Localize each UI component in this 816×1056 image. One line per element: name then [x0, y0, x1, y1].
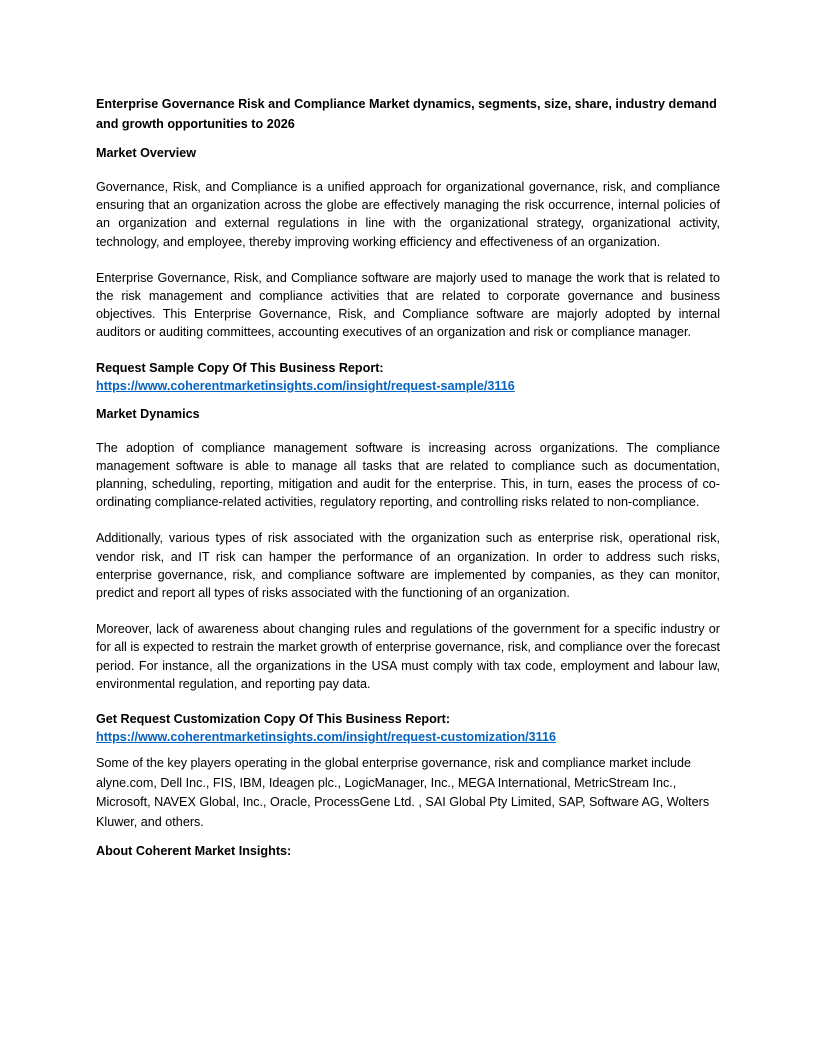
request-sample-link[interactable]: https://www.coherentmarketinsights.com/insight/request-sample/3116	[96, 378, 515, 393]
document-page	[96, 94, 720, 860]
about-heading: About Coherent Market Insights:	[96, 844, 292, 859]
request-customization-link[interactable]: https://www.coherentmarketinsights.com/insight/request-customization/3116	[96, 730, 556, 745]
dynamics-paragraph-2: Additionally, various types of risk associated with the organization such as enterprise risk, operational risk, vendor risk, and IT risk can hamper the performance of an organization. In order to address such risks, enterprise governance, risk, and compliance software are implemented by companies, as they can monitor, predict and report all types of risks associated with the functioning of an organization.	[96, 531, 720, 601]
request-sample-label: Request Sample Copy Of This Business Report:	[96, 360, 384, 375]
dynamics-paragraph-1: The adoption of compliance management software is increasing across organizations. The compliance management software is able to manage all tasks that are related to compliance such as documentation, planning, scheduling, reporting, mitigation and audit for the enterprise. This, in turn, eases the process of co-ordinating compliance-related activities, regulatory reporting, and controlling risks related to non-compliance.	[96, 440, 720, 510]
dynamics-paragraph-3: Moreover, lack of awareness about changing rules and regulations of the government for a specific industry or for all is expected to restrain the market growth of enterprise governance, risk, and compliance over the forecast period. For instance, all the organizations in the USA must comply with tax code, employment and labour law, environmental regulation, and reporting pay data.	[96, 622, 720, 691]
request-customization-label: Get Request Customization Copy Of This Business Report:	[96, 712, 451, 727]
overview-paragraph-1: Governance, Risk, and Compliance is a unified approach for organizational governance, risk, and compliance ensuring that an organization across the globe are effectively managing the risk occurrence, internal policies of an organization and external regulations in line with the organizational strategy, organizational activity, technology, and employee, thereby improving working efficiency and effectiveness of an organization.	[96, 180, 720, 249]
document-title: Enterprise Governance Risk and Compliance Market dynamics, segments, size, share, industry demand and growth opportunities to 2026	[96, 97, 717, 131]
market-overview-heading: Market Overview	[96, 146, 197, 160]
market-dynamics-heading: Market Dynamics	[96, 406, 200, 421]
overview-paragraph-2: Enterprise Governance, Risk, and Compliance software are majorly used to manage the work that is related to the risk management and compliance activities that are related to corporate governance and business objectives. This Enterprise Governance, Risk, and Compliance software are majorly adopted by internal auditors or auditing committees, accounting executives of an organization and risk or compliance manager.	[96, 270, 720, 340]
key-players-paragraph: Some of the key players operating in the global enterprise governance, risk and compliance market include alyne.com, Dell Inc., FIS, IBM, Ideagen plc., LogicManager, Inc., MEGA International, MetricStream Inc., Microsoft, NAVEX Global, Inc., Oracle, ProcessGene Ltd. , SAI Global Pty Limited, SAP, Software AG, Wolters Kluwer, and others.	[96, 756, 710, 829]
